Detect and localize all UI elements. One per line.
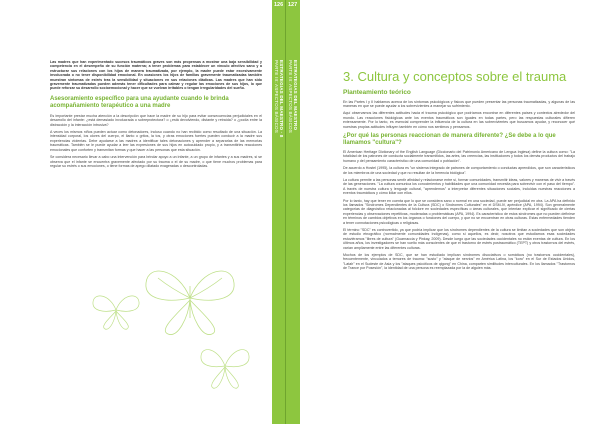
body-paragraph: El término "SDC" es controvertido, ya que podría implicar que los síndromes dependientes de la cultura se limitan a sociedades que son objeto de estudio etnográfico (normalmente comunidades indígenas), como si aquellos, es decir, nosotros que estudiamos esas sociedades estuviéramos "libres de cultura" (Guarnaccia y Pinkay, 2009). Desde luego que las sociedades occidentales no están exentas de cultura. En los últimos años, los investigadores se han vuelto más conscientes de que el trastorno de estrés postraumático (TEPT) y otros trastornos del estrés, varían ampliamente entre las diferentes culturas. xyxy=(343,228,575,250)
body-paragraph: El American Heritage Dictionary of the English Language (Diccionario del Patrimonio Americano de Lengua Inglesa) define la cultura como: "La totalidad de los patrones de conducta socialmente transmitidos, las artes, las creencias, las instituciones y todos los demás productos del trabajo humano y del pensamiento característico de una comunidad o población". xyxy=(343,149,575,163)
right-side-subtitle: PARTE III: ASPECTOS BÁSICOS xyxy=(288,60,293,133)
body-paragraph: A veces los mismos niños pueden actuar como detonadores, incluso cuando no han recibido como resultado de una situación. La intensidad corporal, los olores del cuerpo, el llanto o gritos, la tos, y otras emociones fuertes pueden conducir a la madre sus experiencias violentas. Debe ayudarse a las madres a identificar tales detonaciones y aprender a separarlas de las memorias traumáticas. También se le puede ayudar a leer las expresiones de sus hijos en autocuidado propio, y a transmitirles reacciones emocionales que conforten y transmitan formas y que hacer a las personas que esta situación. xyxy=(50,130,262,152)
right-text-column xyxy=(343,70,575,274)
body-paragraph: En las Partes I y II hablamos acerca de los síntomas psicológicos y físicos que pueden presentar las personas traumatizadas, y algunas de las maneras en que se puede ayudar a los sobrevivientes a manejar su sufrimiento. xyxy=(343,99,575,108)
butterfly-icon xyxy=(196,340,254,392)
subheading: ¿Por qué las personas reaccionan de manera diferente? ¿Se debe a lo que llamamos "cultura"? xyxy=(343,132,556,146)
body-paragraph: Se considera necesario llevar a cabo una intervención para brindar apoyo a un infante, a un grupo de infantes y a sus madres, si se observa que el infante se encuentra gravemente afectado por su trauma o el de su madre, o que tiene muchos problemas para regular su estrés o sus emociones, o tiene formas de apego dilatado exageradas o descontroladas. xyxy=(50,155,262,168)
left-page xyxy=(0,0,285,424)
body-paragraph: Es importante prestar mucha atención a la descripción que hace la madre de su hijo para evitar consecuencias perjudiciales en el desarrollo del infante: ¿está demasiado involucrada o sobreprotectora? o ¿está devolviendo, distante y retraída? o ¿podía entre la distracción y la interacción intrusiva? xyxy=(50,113,262,127)
section-heading: Asesoramiento específico para una ayudante cuando le brinda acompañamiento terapéutico a una madre xyxy=(50,95,229,109)
body-paragraph: Por lo tanto, hay que tener en cuenta que lo que se considera sano o normal en una sociedad, puede ser perjudicial en otra. La APA ha definido los llamados "Síndromes Dependientes de la Cultura (SDC) o Síndromes Culturales" en el DSM-IV, apéndice (APA, 1994). Son generalmente categorías de diagnóstico relacionadas al folclore en sociedades específicas o áreas culturales, que intentan explicar el significado de ciertas experiencias y observaciones repetitivas, moderadas o problemáticas (APA, 1994). Es característico de estos síndromes que no pueden definirse en términos de cambios objetivos en los órganos o funciones del cuerpo, y que no se encuentran en otras culturas. Estas enfermedades tienden a tener connotaciones psicológicas o religiosas. xyxy=(343,198,575,225)
left-text-column xyxy=(50,60,262,171)
left-side-subtitle: PARTE III: ASPECTOS BÁSICOS xyxy=(274,60,279,133)
subheading: Planteamiento teórico xyxy=(343,89,411,96)
right-side-title-text: ESTRATEGIAS DEL MAESTRO xyxy=(293,60,298,131)
left-side-title xyxy=(274,60,284,138)
right-page-number: 127 xyxy=(288,2,298,8)
butterfly-icon xyxy=(88,288,144,332)
chapter-title: 3. Cultura y conceptos sobre el trauma xyxy=(343,69,567,84)
left-side-title-text: ESTRATEGIAS DEL MAESTRO · 8 xyxy=(279,60,284,138)
right-side-title xyxy=(288,60,298,133)
butterfly-icon xyxy=(138,258,243,338)
left-page-number: 126 xyxy=(274,2,284,8)
intro-paragraph: Las madres que han experimentado sucesos traumáticos graves son más propensas a mostrar una baja sensibilidad y competencia en el desempeño de su función materna; a tener problemas para establecer un vínculo afectivo sano y a estructurar sus relaciones con los hijos de manera traumatizada, por ejemplo, la madre puede estar excesivamente involucrada o no tener disponibilidad emocional. En ocasiones los hijos de familias gravemente traumatizadas también muestran síntomas de estrés tras la sensibilidad y situaciones en sus relaciones diádicas. Las madres que han sido gravemente traumatizadas pueden además tener dificultades para calmar y regular las emociones de sus hijos, lo que puede reforzar su desarrollo socioemocional y hacer que se vuelvan irritables o tengan irregularidades del sueño. xyxy=(50,60,262,91)
body-paragraph: Muchos de los ejemplos de SDC, que se han estudiado implican síndromes disociativos o somáticos (no trastornos occidentales), frecuentemente, vinculados a temores de trauma: "susto" y "ataque de nervios" en América Latina, los "koro" en el Sur de Estados Unidos, "Latah" en el Sudeste de Asia y los "ataques psicóticos de qigong" en China, comparten similitudes interculturales. En los llamados "Trastornos de Trance por Posesión", la identidad de una persona es reemplazada por la de alguien más. xyxy=(343,253,575,271)
body-paragraph: Aquí observamos las diferentes actitudes hacia el trauma psicológico que podríamos encontrar en diferentes países y contextos alrededor del mundo. Las reacciones fisiológicas ante los eventos traumáticos son iguales en todas partes, pero las respuestas culturales difieren extensamente. Por lo tanto, es esencial comprender la influencia de la cultura en las sobrevivientes que buscamos ayudar, y reconocer qué nuestras propias actitudes influyen también en cómo nos sentimos y pensamos. xyxy=(343,111,575,129)
page-gutter xyxy=(285,0,286,424)
body-paragraph: De acuerdo a Hostel (1995), la cultura es "un sistema integrado de patrones de comportamiento o conductas aprendidos, que son característicos de los miembros de una sociedad y que no resultan de la herencia biológica". xyxy=(343,166,575,175)
body-paragraph: La cultura permite a las personas sentir afinidad y relacionarse entre sí, formar comunidades, transmitir ideas, valores y maneras de vivir a través de las generaciones. "La cultura comunica los conocimientos y habilidades que una comunidad necesita para sobrevivir con el paso del tiempo". A través de nuestra cultura y lenguaje cultural, "aprendemos" a interpretar diferentes situaciones sociales, incluidas nuestras reacciones a eventos traumáticos y cómo lidiar con ellos. xyxy=(343,177,575,196)
